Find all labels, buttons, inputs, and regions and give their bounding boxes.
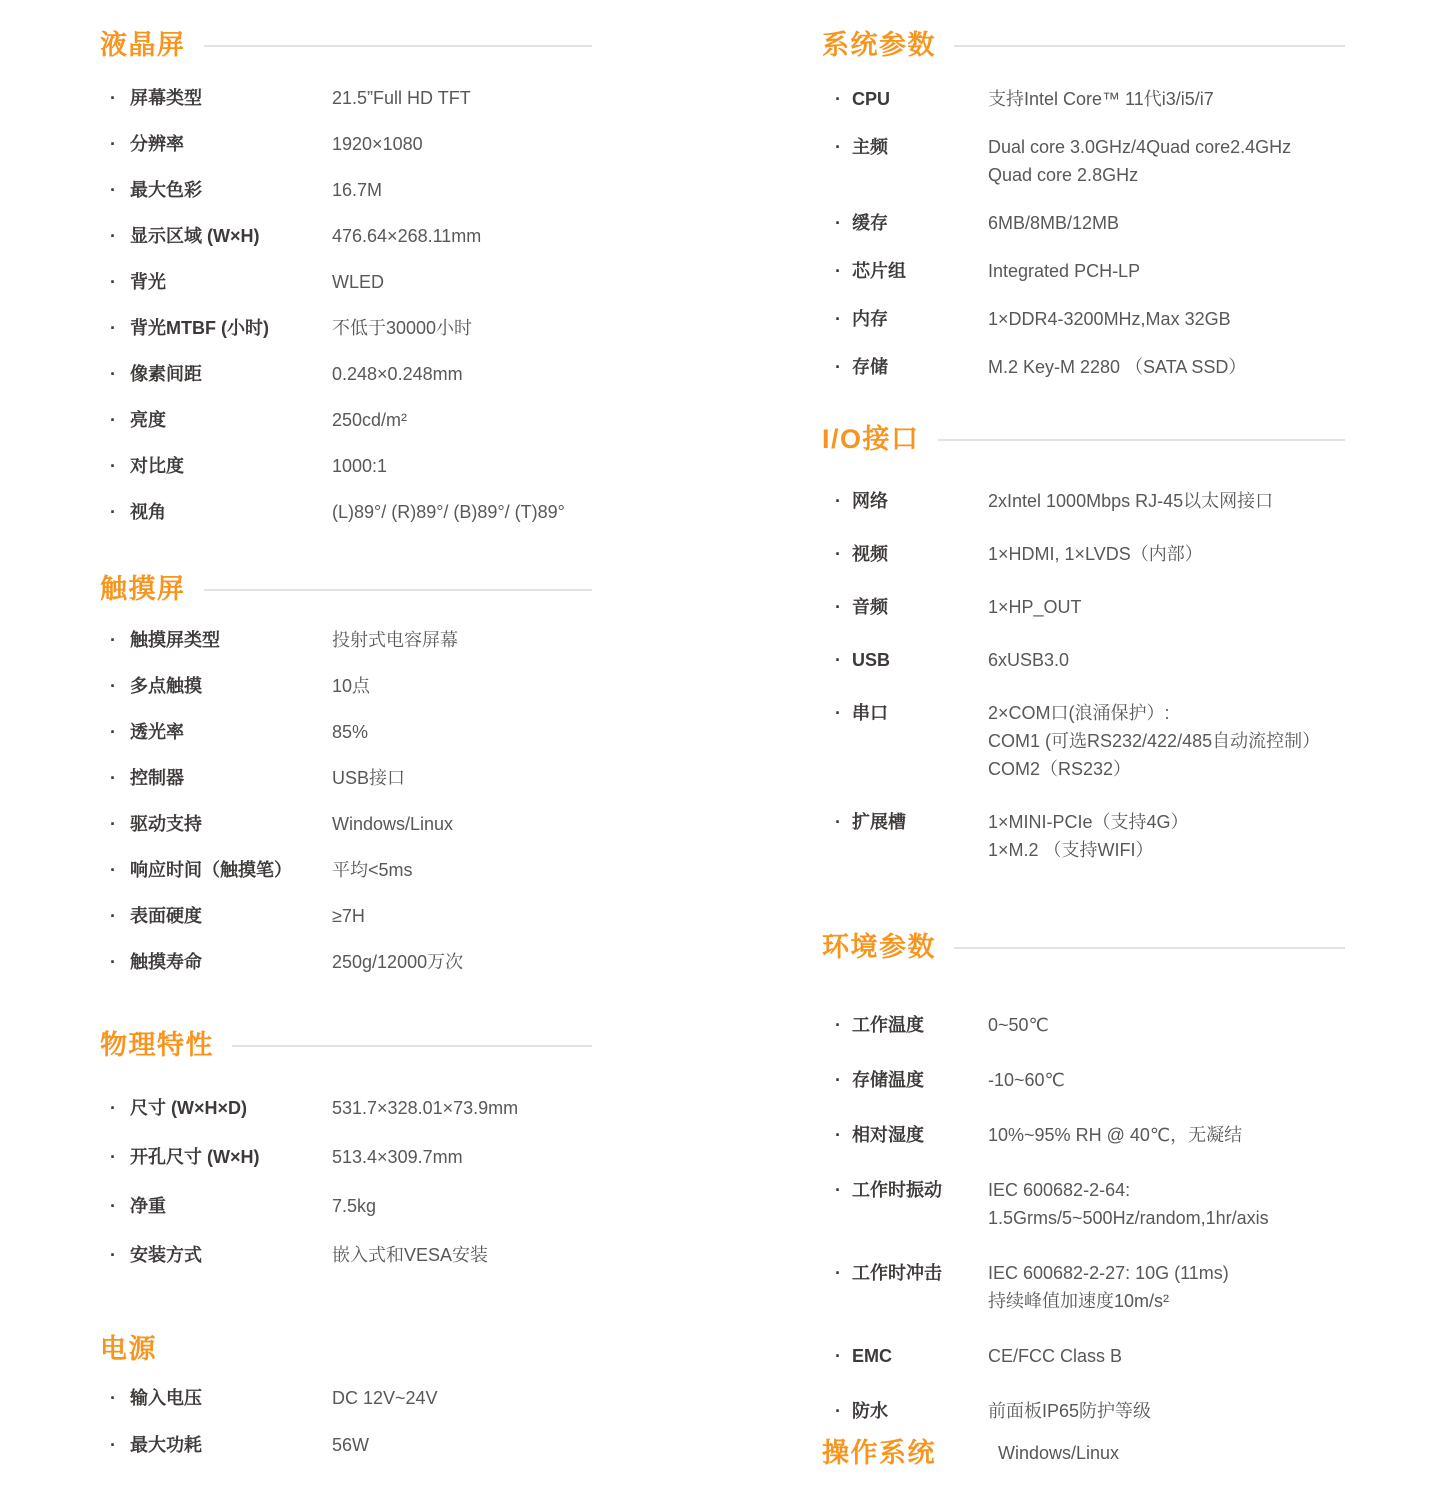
spec-label: 分辨率 bbox=[130, 134, 184, 154]
spec-value-line: 2xIntel 1000Mbps RJ-45以太网接口 bbox=[988, 491, 1274, 511]
bullet-icon: · bbox=[835, 137, 841, 157]
spec-label: 视频 bbox=[852, 544, 888, 564]
bullet-icon: · bbox=[110, 630, 116, 650]
spec-value-line: 嵌入式和VESA安装 bbox=[332, 1245, 489, 1265]
spec-rows bbox=[100, 85, 592, 525]
spec-value-line: 531.7×328.01×73.9mm bbox=[332, 1098, 519, 1118]
spec-row bbox=[822, 1397, 1345, 1425]
bullet-icon: · bbox=[835, 1401, 841, 1421]
bullet-icon: · bbox=[110, 180, 116, 200]
bullet-icon: · bbox=[110, 364, 116, 384]
bullet-icon: · bbox=[835, 357, 841, 377]
spec-value-line: Integrated PCH-LP bbox=[988, 261, 1141, 281]
bullet-icon: · bbox=[835, 597, 841, 617]
spec-label: 控制器 bbox=[130, 768, 184, 788]
spec-value bbox=[988, 209, 1119, 237]
spec-label: 串口 bbox=[852, 703, 888, 723]
bullet-icon: · bbox=[110, 502, 116, 522]
spec-label: 亮度 bbox=[130, 410, 166, 430]
spec-value bbox=[988, 1176, 1269, 1232]
spec-label: 多点触摸 bbox=[130, 676, 202, 696]
spec-value bbox=[988, 593, 1082, 621]
bullet-icon: · bbox=[110, 906, 116, 926]
bullet-icon: · bbox=[110, 860, 116, 880]
spec-row bbox=[822, 257, 1345, 285]
spec-value-line: IEC 600682-2-27: 10G (11ms) bbox=[988, 1263, 1229, 1283]
spec-value-line: 85% bbox=[332, 722, 369, 742]
section-header bbox=[822, 28, 1345, 62]
spec-label: USB bbox=[852, 650, 891, 670]
spec-row bbox=[822, 1121, 1345, 1149]
section-rule bbox=[204, 45, 593, 47]
section-os bbox=[822, 1436, 1345, 1470]
spec-row bbox=[822, 85, 1345, 113]
section-title-physical: 物理特性 bbox=[100, 1030, 214, 1060]
spec-label: 缓存 bbox=[852, 213, 888, 233]
spec-row bbox=[822, 646, 1345, 674]
bullet-icon: · bbox=[835, 703, 841, 723]
spec-row bbox=[822, 133, 1345, 189]
bullet-icon: · bbox=[835, 491, 841, 511]
section-rule bbox=[232, 1045, 592, 1047]
spec-row bbox=[100, 903, 592, 929]
spec-value bbox=[988, 1342, 1122, 1370]
section-power bbox=[100, 1332, 592, 1479]
spec-value bbox=[988, 1397, 1151, 1425]
spec-value-line: 1×DDR4-3200MHz,Max 32GB bbox=[988, 309, 1231, 329]
spec-value-line: 2×COM口(浪涌保护）: bbox=[988, 703, 1170, 723]
spec-value bbox=[988, 257, 1140, 285]
spec-label: 触摸寿命 bbox=[130, 952, 202, 972]
spec-label: CPU bbox=[852, 89, 891, 109]
spec-label: 背光 bbox=[130, 272, 166, 292]
spec-value bbox=[332, 1432, 369, 1458]
spec-value bbox=[988, 1259, 1229, 1315]
spec-label: 主频 bbox=[852, 137, 888, 157]
spec-label: 工作温度 bbox=[852, 1015, 924, 1035]
section-title-system: 系统参数 bbox=[822, 30, 936, 60]
spec-row bbox=[822, 808, 1345, 864]
bullet-icon: · bbox=[835, 89, 841, 109]
spec-value bbox=[988, 540, 1203, 568]
spec-value bbox=[332, 223, 481, 249]
spec-label: 表面硬度 bbox=[130, 906, 202, 926]
spec-row bbox=[100, 315, 592, 341]
bullet-icon: · bbox=[835, 1263, 841, 1283]
bullet-icon: · bbox=[835, 1346, 841, 1366]
spec-label: 存储 bbox=[852, 357, 888, 377]
spec-rows bbox=[100, 1095, 592, 1268]
section-header bbox=[822, 930, 1345, 964]
bullet-icon: · bbox=[110, 134, 116, 154]
spec-label: 扩展槽 bbox=[852, 812, 906, 832]
spec-label: 内存 bbox=[852, 309, 888, 329]
spec-row bbox=[100, 1385, 592, 1411]
section-header bbox=[100, 1332, 592, 1366]
section-io bbox=[822, 422, 1345, 889]
bullet-icon: · bbox=[110, 1196, 116, 1216]
spec-value-line: 投射式电容屏幕 bbox=[332, 630, 458, 650]
bullet-icon: · bbox=[110, 1435, 116, 1455]
spec-row bbox=[822, 305, 1345, 333]
spec-row bbox=[100, 811, 592, 837]
section-header bbox=[822, 422, 1345, 456]
spec-label: 工作时振动 bbox=[852, 1180, 942, 1200]
spec-label: 工作时冲击 bbox=[852, 1263, 942, 1283]
spec-label: 网络 bbox=[852, 491, 888, 511]
spec-label: 视角 bbox=[130, 502, 166, 522]
spec-value bbox=[332, 1193, 376, 1219]
spec-label: 背光MTBF (小时) bbox=[130, 318, 269, 338]
spec-value bbox=[332, 177, 382, 203]
spec-row bbox=[822, 1176, 1345, 1232]
spec-label: 显示区域 (W×H) bbox=[130, 226, 260, 246]
bullet-icon: · bbox=[110, 410, 116, 430]
spec-value-line: COM2（RS232） bbox=[988, 759, 1132, 779]
bullet-icon: · bbox=[835, 1125, 841, 1145]
spec-value-line: 1×M.2 （支持WIFI） bbox=[988, 840, 1154, 860]
spec-row bbox=[100, 131, 592, 157]
spec-row bbox=[822, 487, 1345, 515]
spec-row bbox=[100, 627, 592, 653]
spec-row bbox=[100, 857, 592, 883]
spec-row bbox=[100, 719, 592, 745]
spec-label: 最大功耗 bbox=[130, 1435, 202, 1455]
spec-value-line: IEC 600682-2-64: bbox=[988, 1180, 1131, 1200]
spec-value-line: 250g/12000万次 bbox=[332, 952, 464, 972]
bullet-icon: · bbox=[110, 1098, 116, 1118]
spec-value-line: 支持Intel Core™ 11代i3/i5/i7 bbox=[988, 89, 1214, 109]
bullet-icon: · bbox=[835, 650, 841, 670]
spec-label: 透光率 bbox=[130, 722, 184, 742]
spec-row bbox=[100, 1193, 592, 1219]
spec-label: 屏幕类型 bbox=[130, 88, 202, 108]
section-header bbox=[822, 1436, 1345, 1470]
section-rule bbox=[954, 947, 1345, 949]
spec-value bbox=[332, 453, 387, 479]
bullet-icon: · bbox=[110, 722, 116, 742]
spec-row bbox=[822, 1342, 1345, 1370]
spec-value bbox=[332, 499, 565, 525]
bullet-icon: · bbox=[110, 1388, 116, 1408]
spec-value-line: (L)89°/ (R)89°/ (B)89°/ (T)89° bbox=[332, 502, 565, 522]
section-rule bbox=[204, 589, 593, 591]
spec-label: 开孔尺寸 (W×H) bbox=[130, 1147, 260, 1167]
spec-value-line: 16.7M bbox=[332, 180, 383, 200]
spec-value bbox=[988, 808, 1189, 864]
spec-value-line: 56W bbox=[332, 1435, 370, 1455]
spec-row bbox=[100, 407, 592, 433]
bullet-icon: · bbox=[835, 261, 841, 281]
spec-label: 芯片组 bbox=[852, 261, 906, 281]
section-title-io: I/O接口 bbox=[822, 424, 920, 454]
spec-label: 防水 bbox=[852, 1401, 888, 1421]
spec-value-line: 0~50℃ bbox=[988, 1015, 1049, 1035]
bullet-icon: · bbox=[835, 213, 841, 233]
spec-row bbox=[822, 209, 1345, 237]
bullet-icon: · bbox=[110, 814, 116, 834]
bullet-icon: · bbox=[110, 768, 116, 788]
spec-value-line: 不低于30000小时 bbox=[332, 318, 473, 338]
spec-value-line: Windows/Linux bbox=[332, 814, 454, 834]
bullet-icon: · bbox=[110, 952, 116, 972]
bullet-icon: · bbox=[110, 226, 116, 246]
spec-value bbox=[332, 1095, 518, 1121]
spec-value bbox=[332, 85, 471, 111]
section-rule bbox=[954, 45, 1345, 47]
section-rule bbox=[938, 439, 1345, 441]
spec-value bbox=[988, 699, 1320, 783]
spec-value bbox=[988, 85, 1214, 113]
spec-row bbox=[100, 949, 592, 975]
spec-value-line: 0.248×0.248mm bbox=[332, 364, 463, 384]
spec-value bbox=[332, 673, 370, 699]
section-lcd bbox=[100, 28, 592, 545]
spec-value-line: 7.5kg bbox=[332, 1196, 377, 1216]
spec-value-line: USB接口 bbox=[332, 768, 406, 788]
spec-value-line: 1×HDMI, 1×LVDS（内部） bbox=[988, 544, 1203, 564]
spec-value-line: 250cd/m² bbox=[332, 410, 408, 430]
spec-row bbox=[100, 1432, 592, 1458]
section-title-lcd: 液晶屏 bbox=[100, 30, 186, 60]
spec-row bbox=[100, 765, 592, 791]
bullet-icon: · bbox=[110, 676, 116, 696]
section-system bbox=[822, 28, 1345, 401]
bullet-icon: · bbox=[110, 88, 116, 108]
spec-value bbox=[332, 315, 472, 341]
spec-value-line: 476.64×268.11mm bbox=[332, 226, 482, 246]
spec-value-line: 6xUSB3.0 bbox=[988, 650, 1070, 670]
section-header bbox=[100, 572, 592, 606]
spec-value bbox=[332, 627, 458, 653]
spec-value-line: 10点 bbox=[332, 676, 371, 696]
spec-value-line: Dual core 3.0GHz/4Quad core2.4GHz bbox=[988, 137, 1292, 157]
spec-value-line: 1×HP_OUT bbox=[988, 597, 1082, 617]
spec-label: 存储温度 bbox=[852, 1070, 924, 1090]
spec-row bbox=[822, 699, 1345, 783]
bullet-icon: · bbox=[110, 272, 116, 292]
spec-value-line: -10~60℃ bbox=[988, 1070, 1065, 1090]
spec-value-line: 513.4×309.7mm bbox=[332, 1147, 463, 1167]
spec-value bbox=[988, 353, 1246, 381]
section-environment bbox=[822, 930, 1345, 1452]
spec-value-line: 6MB/8MB/12MB bbox=[988, 213, 1120, 233]
section-header bbox=[100, 28, 592, 62]
spec-value bbox=[332, 1144, 463, 1170]
section-touch-screen bbox=[100, 572, 592, 995]
spec-value-line: M.2 Key-M 2280 （SATA SSD） bbox=[988, 357, 1247, 377]
section-title-power: 电源 bbox=[100, 1334, 157, 1364]
bullet-icon: · bbox=[835, 812, 841, 832]
bullet-icon: · bbox=[835, 1180, 841, 1200]
spec-value-line: CE/FCC Class B bbox=[988, 1346, 1123, 1366]
spec-row bbox=[100, 269, 592, 295]
spec-value bbox=[332, 903, 365, 929]
spec-row bbox=[100, 499, 592, 525]
spec-value bbox=[332, 811, 453, 837]
spec-label: 安装方式 bbox=[130, 1245, 202, 1265]
spec-value-line: 10%~95% RH @ 40℃，无凝结 bbox=[988, 1125, 1243, 1145]
spec-value bbox=[988, 646, 1069, 674]
spec-value-line: 1000:1 bbox=[332, 456, 388, 476]
spec-label: 音频 bbox=[852, 597, 888, 617]
bullet-icon: · bbox=[110, 1147, 116, 1167]
spec-value-line: 平均<5ms bbox=[332, 860, 413, 880]
spec-value-line: 21.5”Full HD TFT bbox=[332, 88, 471, 108]
spec-label: EMC bbox=[852, 1346, 892, 1366]
spec-value bbox=[332, 1242, 488, 1268]
spec-label: 输入电压 bbox=[130, 1388, 202, 1408]
spec-row bbox=[100, 361, 592, 387]
spec-value-line: 1920×1080 bbox=[332, 134, 423, 154]
spec-value bbox=[988, 487, 1273, 515]
section-title-environment: 环境参数 bbox=[822, 932, 936, 962]
spec-value bbox=[988, 1121, 1242, 1149]
spec-value-line: ≥7H bbox=[332, 906, 365, 926]
spec-value bbox=[988, 305, 1231, 333]
spec-rows bbox=[100, 1385, 592, 1458]
spec-value bbox=[332, 131, 423, 157]
spec-row bbox=[822, 1259, 1345, 1315]
spec-value-line: 1×MINI-PCIe（支持4G） bbox=[988, 812, 1189, 832]
spec-row bbox=[100, 223, 592, 249]
spec-label: 尺寸 (W×H×D) bbox=[130, 1098, 247, 1118]
spec-value-line: 前面板IP65防护等级 bbox=[988, 1401, 1152, 1421]
spec-row bbox=[822, 353, 1345, 381]
bullet-icon: · bbox=[110, 1245, 116, 1265]
spec-value-line: Quad core 2.8GHz bbox=[988, 165, 1139, 185]
spec-label: 对比度 bbox=[130, 456, 184, 476]
spec-value bbox=[988, 1011, 1049, 1039]
spec-label: 相对湿度 bbox=[852, 1125, 924, 1145]
spec-row bbox=[100, 1242, 592, 1268]
spec-row bbox=[822, 1066, 1345, 1094]
bullet-icon: · bbox=[110, 318, 116, 338]
bullet-icon: · bbox=[835, 309, 841, 329]
spec-rows bbox=[822, 1011, 1345, 1425]
bullet-icon: · bbox=[835, 1070, 841, 1090]
spec-label: 响应时间（触摸笔） bbox=[130, 860, 292, 880]
spec-row bbox=[822, 593, 1345, 621]
spec-row bbox=[822, 540, 1345, 568]
spec-value bbox=[988, 1066, 1065, 1094]
spec-label: 像素间距 bbox=[130, 364, 202, 384]
spec-rows bbox=[822, 85, 1345, 381]
spec-row bbox=[100, 453, 592, 479]
spec-row bbox=[100, 85, 592, 111]
spec-rows bbox=[822, 487, 1345, 864]
spec-value bbox=[332, 949, 463, 975]
spec-value bbox=[332, 361, 463, 387]
section-physical bbox=[100, 1028, 592, 1291]
spec-label: 触摸屏类型 bbox=[130, 630, 220, 650]
spec-value-line: COM1 (可选RS232/422/485自动流控制） bbox=[988, 731, 1321, 751]
section-header bbox=[100, 1028, 592, 1062]
spec-value-line: WLED bbox=[332, 272, 385, 292]
spec-row bbox=[100, 1144, 592, 1170]
spec-label: 最大色彩 bbox=[130, 180, 202, 200]
spec-value bbox=[332, 719, 368, 745]
spec-row bbox=[100, 177, 592, 203]
section-inline-value: Windows/Linux bbox=[998, 1442, 1120, 1463]
spec-value bbox=[332, 1385, 438, 1411]
spec-label: 净重 bbox=[130, 1196, 166, 1216]
spec-value-line: DC 12V~24V bbox=[332, 1388, 438, 1408]
spec-row bbox=[822, 1011, 1345, 1039]
spec-row bbox=[100, 673, 592, 699]
spec-row bbox=[100, 1095, 592, 1121]
spec-value-line: 1.5Grms/5~500Hz/random,1hr/axis bbox=[988, 1208, 1269, 1228]
spec-value bbox=[332, 269, 384, 295]
spec-rows bbox=[100, 627, 592, 975]
spec-label: 驱动支持 bbox=[130, 814, 202, 834]
section-title-touch-screen: 触摸屏 bbox=[100, 574, 186, 604]
spec-value bbox=[332, 407, 407, 433]
spec-value-line: 持续峰值加速度10m/s² bbox=[988, 1291, 1170, 1311]
section-title-os: 操作系统 bbox=[822, 1438, 936, 1468]
spec-value bbox=[332, 765, 405, 791]
bullet-icon: · bbox=[835, 544, 841, 564]
bullet-icon: · bbox=[110, 456, 116, 476]
spec-value bbox=[988, 133, 1291, 189]
bullet-icon: · bbox=[835, 1015, 841, 1035]
spec-value bbox=[332, 857, 413, 883]
